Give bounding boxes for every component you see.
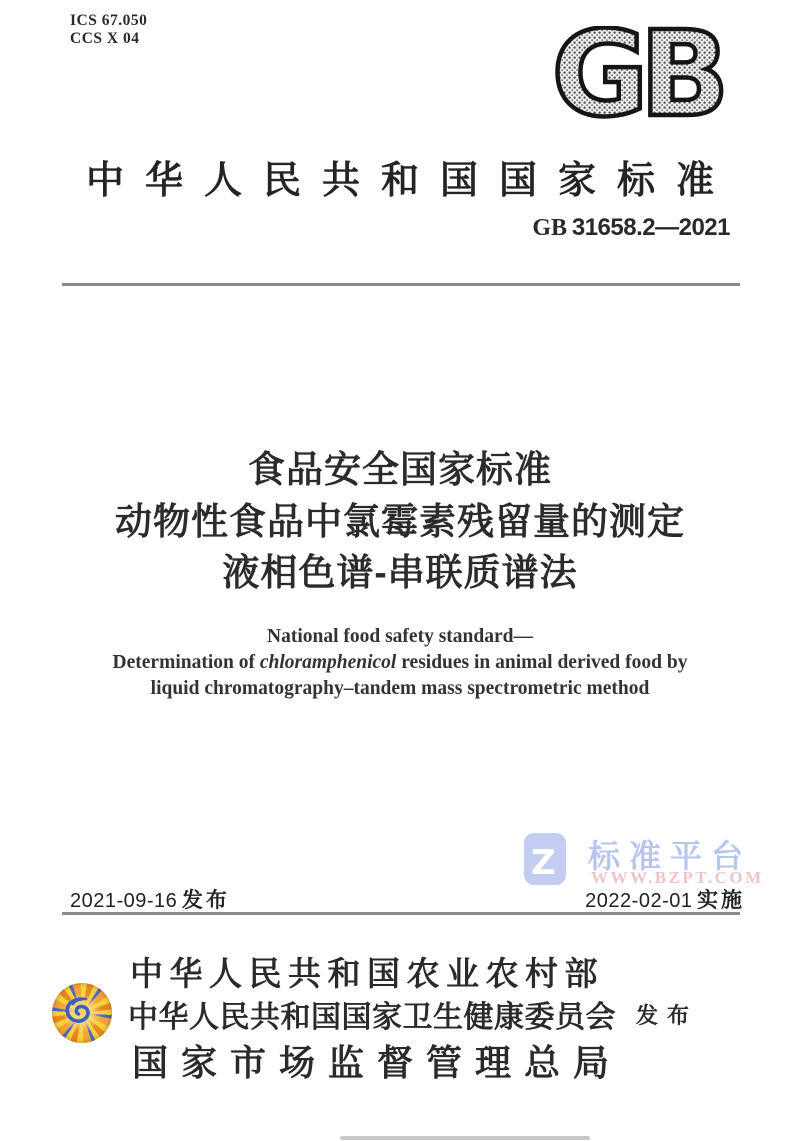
issue-date (70, 884, 230, 914)
ics-code: ICS 67.050 (70, 12, 148, 29)
national-standard-heading: 中华人民共和国国家标准 (85, 160, 735, 202)
ccs-code: CCS X 04 (70, 29, 140, 47)
implementation-date-value: 2022-02-01 (585, 890, 693, 912)
title-en-line2-prefix: Determination of (112, 652, 260, 673)
release-label: 发布 (636, 1003, 699, 1028)
bzpt-watermark-logo-icon (521, 830, 579, 888)
header-divider (62, 283, 740, 286)
title-en-line2 (0, 650, 800, 676)
ministry-emblem-icon (52, 983, 112, 1043)
gb-logo-icon (538, 26, 734, 120)
implementation-date-label: 实施 (697, 888, 745, 912)
title-cn-line1: 食品安全国家标准 (248, 449, 552, 490)
title-en-line3: liquid chromatography–tandem mass spectrometric method (150, 678, 650, 699)
title-cn-line2: 动物性食品中氯霉素残留量的测定 (115, 500, 685, 542)
title-chinese (0, 444, 800, 599)
standard-number-value: 31658.2—2021 (571, 214, 730, 241)
title-en-line1: National food safety standard— (267, 626, 533, 647)
issuing-agency-2: 中华人民共和国国家卫生健康委员会 (128, 1001, 616, 1034)
standard-number (532, 214, 730, 242)
issuing-agency-3: 国家市场监督管理总局 (132, 1043, 623, 1083)
watermark-brand: 标准平台 (588, 838, 753, 874)
watermark-url: WWW.BZPT.COM (591, 868, 764, 887)
title-cn-line3: 液相色谱-串联质谱法 (222, 552, 578, 593)
scan-artifact (340, 1136, 590, 1140)
footer-divider (62, 912, 740, 915)
gb-logo-text: GB (551, 26, 721, 120)
title-en-line2-suffix: residues in animal derived food by (396, 652, 688, 673)
issue-date-value: 2021-09-16 (70, 890, 178, 912)
issuing-agency-1: 中华人民共和国农业农村部 (130, 957, 604, 993)
standard-number-prefix: GB (532, 215, 568, 241)
bzpt-logo-z: Z (531, 843, 556, 883)
title-english (0, 624, 800, 702)
issue-date-label: 发布 (181, 888, 230, 912)
implementation-date (585, 884, 745, 914)
classification-codes (70, 12, 147, 47)
title-en-line2-italic: chloramphenicol (259, 652, 397, 673)
